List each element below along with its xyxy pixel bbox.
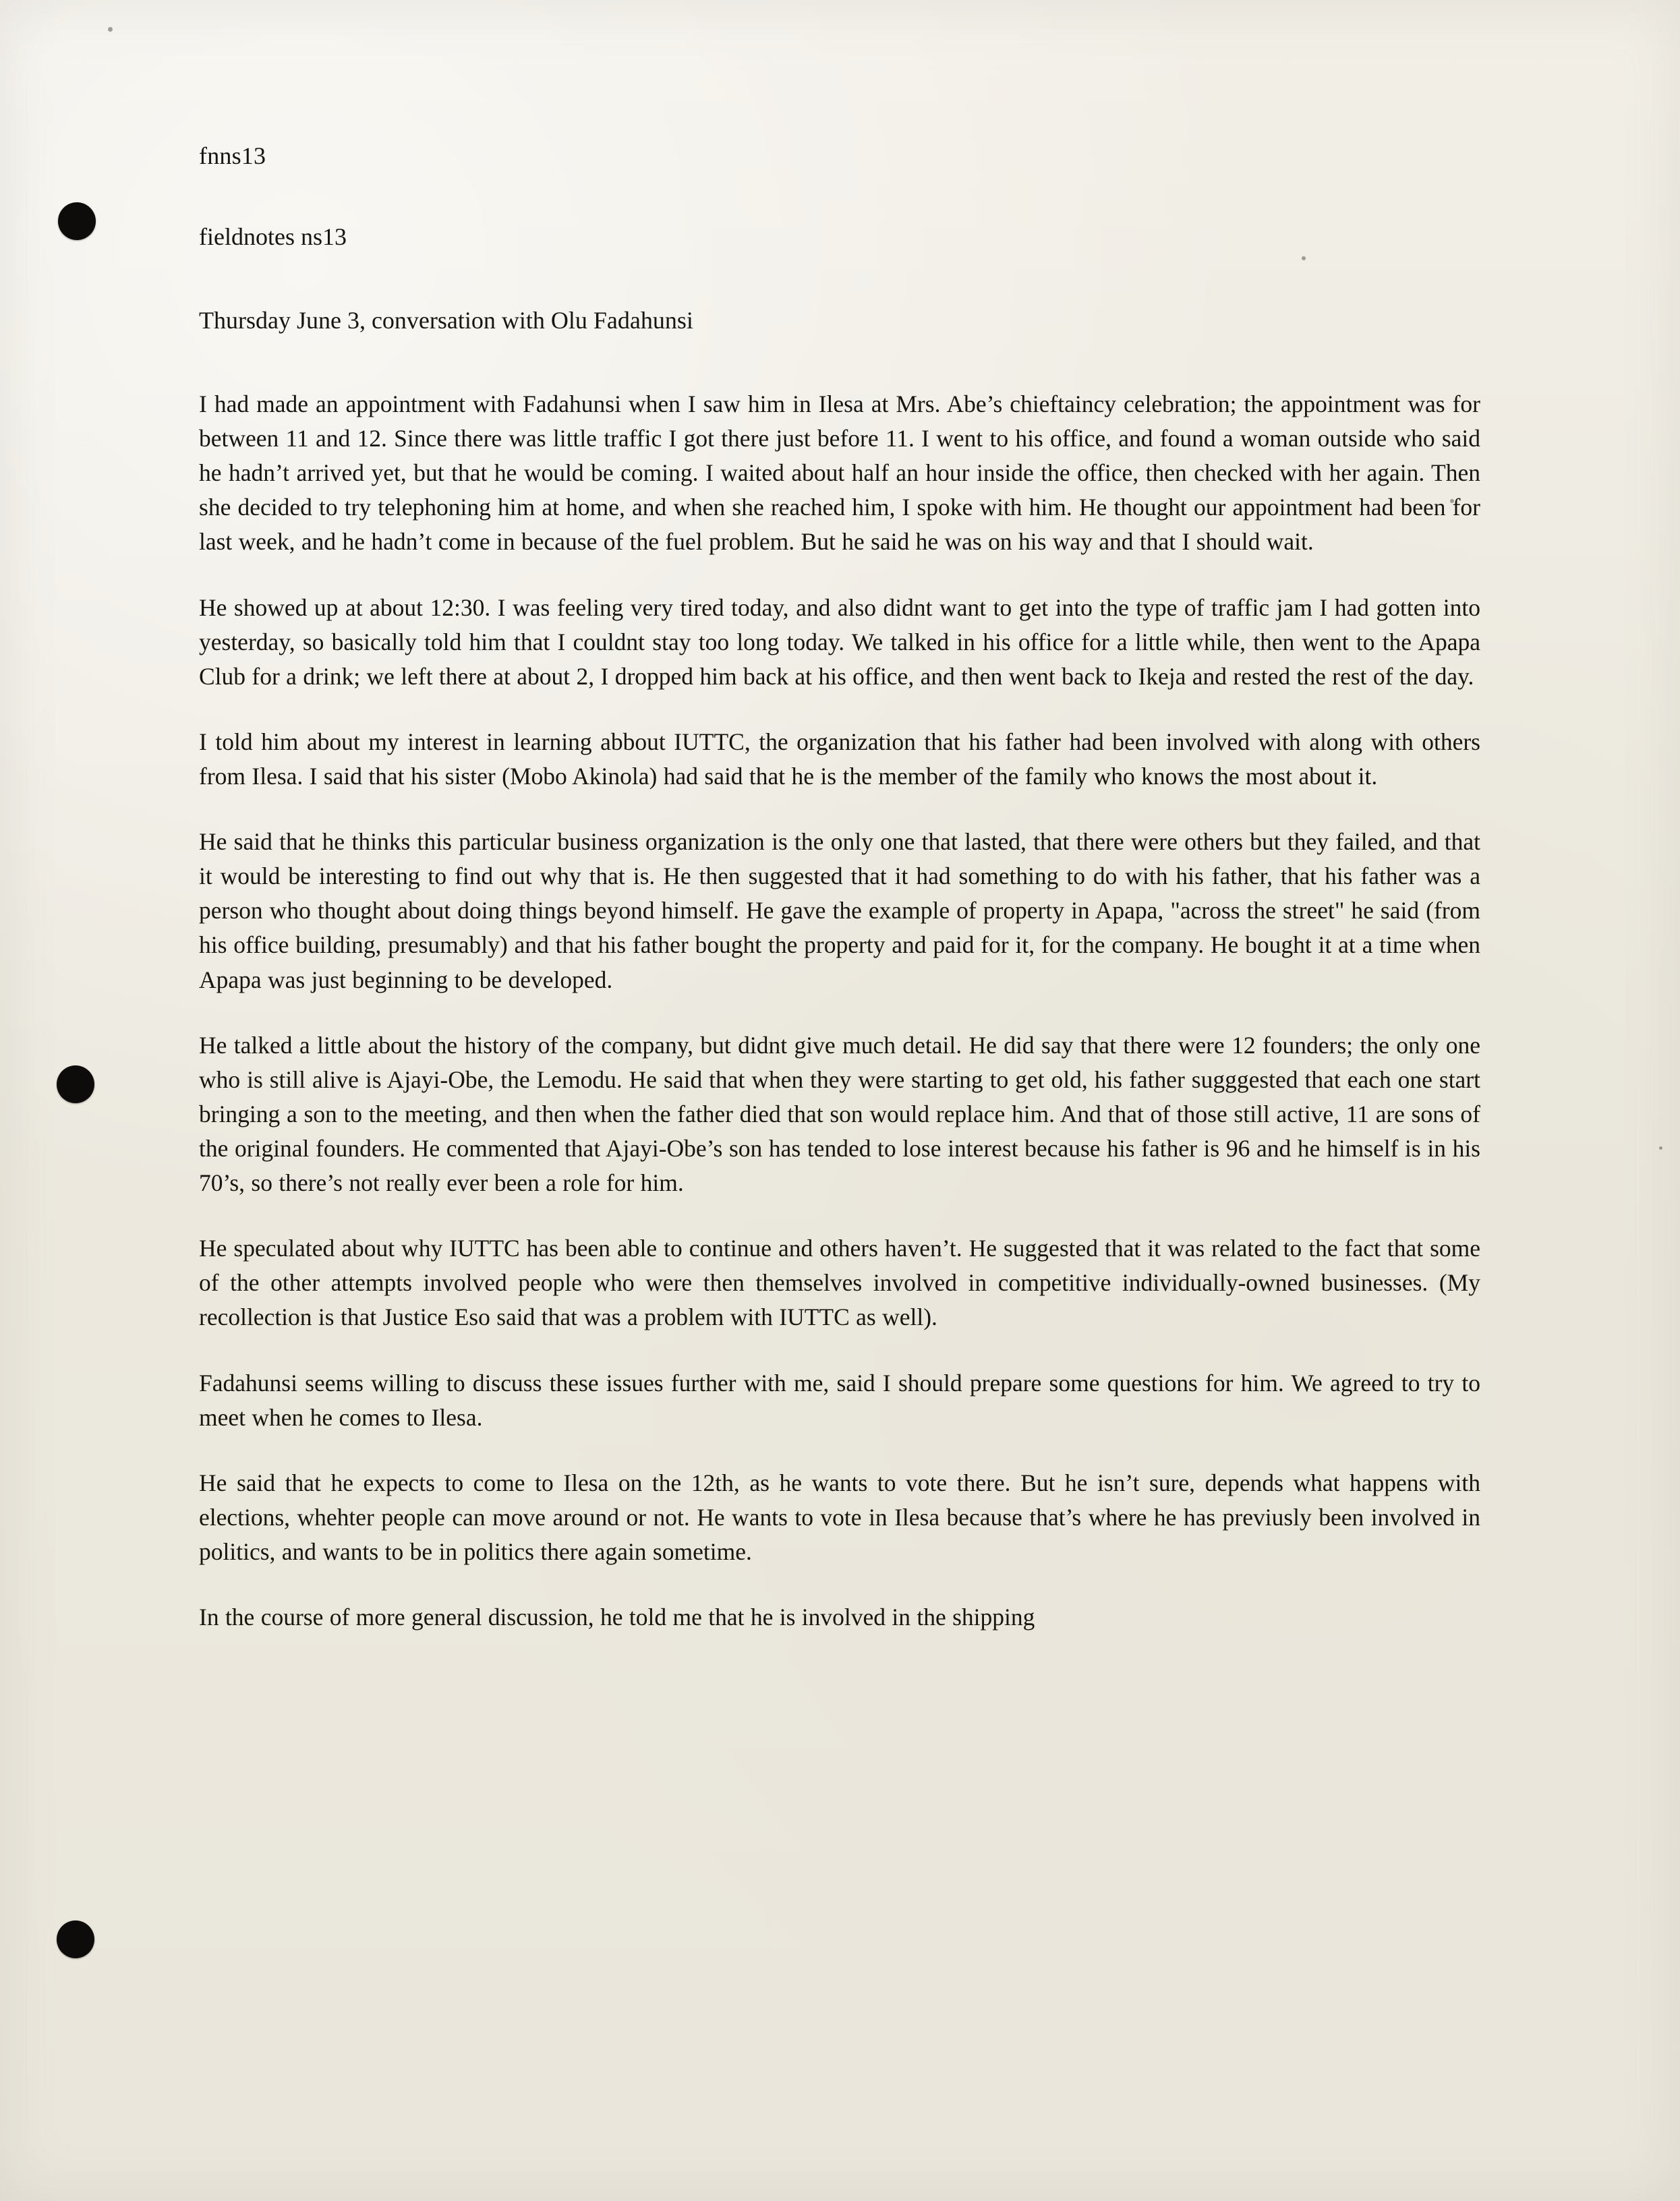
body-paragraph: He showed up at about 12:30. I was feeling very tired today, and also didnt want to get into the type of traffic jam I had gotten into yesterday, so basically told him that I couldnt stay too long today. We talked in his office for a little while, then went to the Apapa Club for a drink; we left there at about 2, I dropped him back at his office, and then went back to Ikeja and rested the rest of the day. xyxy=(199,593,1480,690)
body-paragraph: He said that he thinks this particular business organization is the only one that lasted, that there were others but they failed, and that it would be interesting to find out why that is. He then suggested that it had something to do with his father, that his father was a person who thought about doing things beyond himself. He gave the example of property in Apapa, "across the street" he said (from his office building, presumably) and that his father bought the property and paid for it, for the company. He bought it at a time when Apapa was just beginning to be developed. xyxy=(199,828,1480,993)
body-paragraph: He talked a little about the history of the company, but didnt give much detail. He did say that there were 12 founders; the only one who is still alive is Ajayi-Obe, the Lemodu. He said that when they were starting to get old, his father sugggested that each one start bringing a son to the meeting, and then when the father died that son would replace him. And that of those still active, 11 are sons of the original founders. He commented that Ajayi-Obe’s son has tended to lose interest because his father is 96 and he himself is in his 70’s, so there’s not really ever been a role for him. xyxy=(199,1031,1480,1197)
document-id: fnns13 xyxy=(199,142,266,169)
body-paragraph: Fadahunsi seems willing to discuss these issues further with me, said I should prepare some questions for him. We agreed to try to meet when he comes to Ilesa. xyxy=(199,1369,1480,1431)
document-subtitle: fieldnotes ns13 xyxy=(199,223,347,250)
body-paragraph: I told him about my interest in learning abbout IUTTC, the organization that his father had been involved with along with others from Ilesa. I said that his sister (Mobo Akinola) had said that he is the member of the family who knows the most about it. xyxy=(199,728,1480,790)
body-paragraph: In the course of more general discussion, he told me that he is involved in the shipping xyxy=(199,1604,1035,1631)
body-paragraph: He speculated about why IUTTC has been able to continue and others haven’t. He suggested that it was related to the fact that some of the other attempts involved people who were then themselves involved in competitive individually-owned businesses. (My recollection is that Justice Eso said that was a problem with IUTTC as well). xyxy=(199,1235,1480,1331)
document-text-block xyxy=(199,142,1480,1635)
body-paragraph: He said that he expects to come to Ilesa on the 12th, as he wants to vote there. But he isn’t sure, depends what happens with elections, whehter people can move around or not. He wants to vote in Ilesa because that’s where he has previusly been involved in politics, and wants to be in politics there again sometime. xyxy=(199,1469,1480,1565)
body-paragraph: I had made an appointment with Fadahunsi when I saw him in Ilesa at Mrs. Abe’s chieftaincy celebration; the appointment was for between 11 and 12. Since there was little traffic I got there just before 11. I went to his office, and found a woman outside who said he hadn’t arrived yet, but that he would be coming. I waited about half an hour inside the office, then checked with her again. Then she decided to try telephoning him at home, and when she reached him, I spoke with him. He thought our appointment had been for last week, and he hadn’t come in because of the fuel problem. But he said he was on his way and that I should wait. xyxy=(199,390,1480,556)
document-heading: Thursday June 3, conversation with Olu Fadahunsi xyxy=(199,307,693,334)
scan-speck xyxy=(108,27,113,32)
scan-speck xyxy=(1659,1146,1662,1150)
binder-punch-hole xyxy=(58,202,96,240)
binder-punch-hole xyxy=(57,1920,94,1958)
binder-punch-hole xyxy=(57,1065,94,1103)
